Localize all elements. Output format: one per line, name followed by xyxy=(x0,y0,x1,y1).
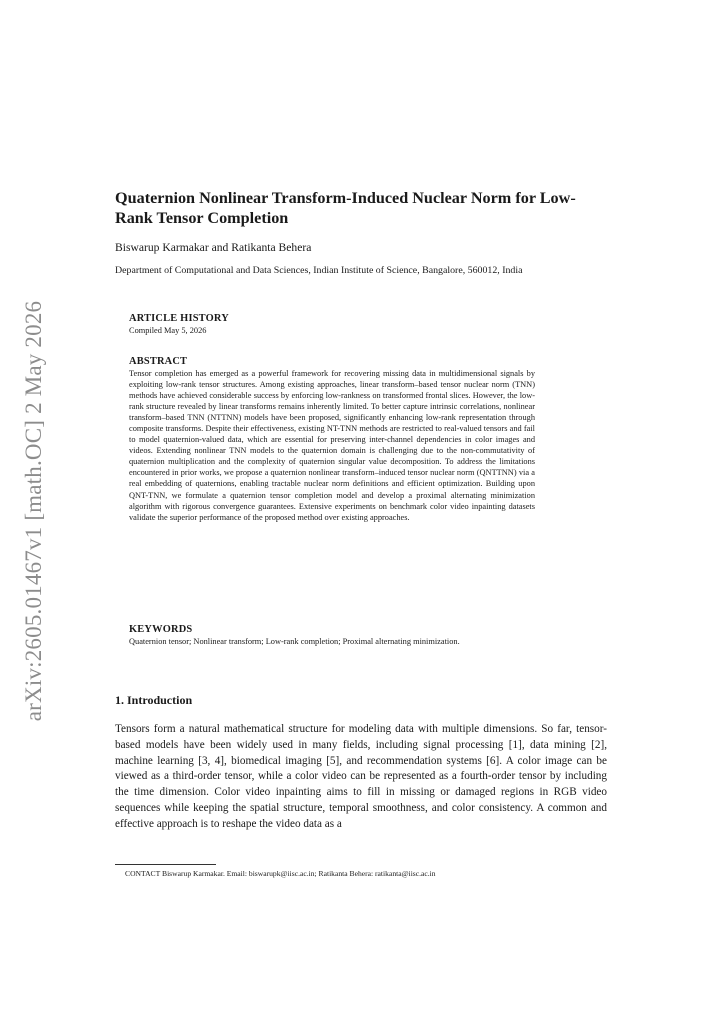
article-history-heading: ARTICLE HISTORY xyxy=(129,313,229,324)
abstract-heading: ABSTRACT xyxy=(129,356,188,367)
keywords xyxy=(129,624,535,647)
paper-authors: Biswarup Karmakar and Ratikanta Behera xyxy=(115,241,312,254)
keywords-heading: KEYWORDS xyxy=(129,624,193,635)
article-history xyxy=(129,313,535,336)
footnote-rule xyxy=(115,864,216,865)
abstract-text: Tensor completion has emerged as a powerful framework for recovering missing data in multidimensional signals by exploiting low-rank tensor structures. Among existing approaches, linear transform–based tensor nuclear norm (TNN) methods have achieved considerable success by enforcing low-rankness on transformed frontal slices. However, the low-rank structure revealed by linear transforms remains inherently limited. To better capture intrinsic correlations, nonlinear transform–based TNN (NTTNN) models have been proposed, significantly enhancing low-rank representation through composite transforms. Despite their effectiveness, existing NT-TNN methods are restricted to real-valued tensors and fail to model quaternion-valued data, which are essential for preserving inter-channel dependencies in color images and videos. Extending nonlinear TNN models to the quaternion domain is challenging due to the non-commutativity of quaternion multiplication and the complexity of quaternion singular value decomposition. To address the limitations encountered in prior works, we propose a quaternion nonlinear transform–induced tensor nuclear norm (QNTTNN) via a real embedding of quaternions, enabling tractable nuclear norm definitions and efficient optimization. Building upon QNT-TNN, we formulate a quaternion tensor completion model and develop a proximal alternating minimization algorithm with rigorous convergence guarantees. Extensive experiments on benchmark color video inpainting datasets validate the superior performance of the proposed method over existing approaches. xyxy=(129,369,535,522)
arxiv-identifier-sidebar xyxy=(18,284,50,738)
paper-title: Quaternion Nonlinear Transform-Induced Nuclear Norm for Low-Rank Tensor Completion xyxy=(115,189,576,227)
keywords-text: Quaternion tensor; Nonlinear transform; Low-rank completion; Proximal alternating minimization. xyxy=(129,637,460,646)
article-history-text: Compiled May 5, 2026 xyxy=(129,326,207,335)
arxiv-identifier: arXiv:2605.01467v1 [math.OC] 2 May 2026 xyxy=(21,300,47,722)
contact-footnote: CONTACT Biswarup Karmakar. Email: biswarupk@iisc.ac.in; Ratikanta Behera: ratikanta@iisc.ac.in xyxy=(125,869,436,878)
introduction-text: Tensors form a natural mathematical structure for modeling data with multiple dimensions. So far, tensor-based models have been widely used in many fields, including signal processing [1], data mining [2], machine learning [3, 4], biomedical imaging [5], and recommendation systems [6]. A color image can be viewed as a third-order tensor, while a color video can be represented as a fourth-order tensor by including the time dimension. Color video inpainting aims to fill in missing or damaged regions in RGB video sequences while keeping the spatial structure, temporal smoothness, and color consistency. A common and effective approach is to reshape the video data as a xyxy=(115,723,607,830)
abstract xyxy=(129,356,535,523)
paper-affiliation: Department of Computational and Data Sciences, Indian Institute of Science, Bangalore, 560012, India xyxy=(115,265,523,276)
introduction-heading: 1. Introduction xyxy=(115,693,193,707)
